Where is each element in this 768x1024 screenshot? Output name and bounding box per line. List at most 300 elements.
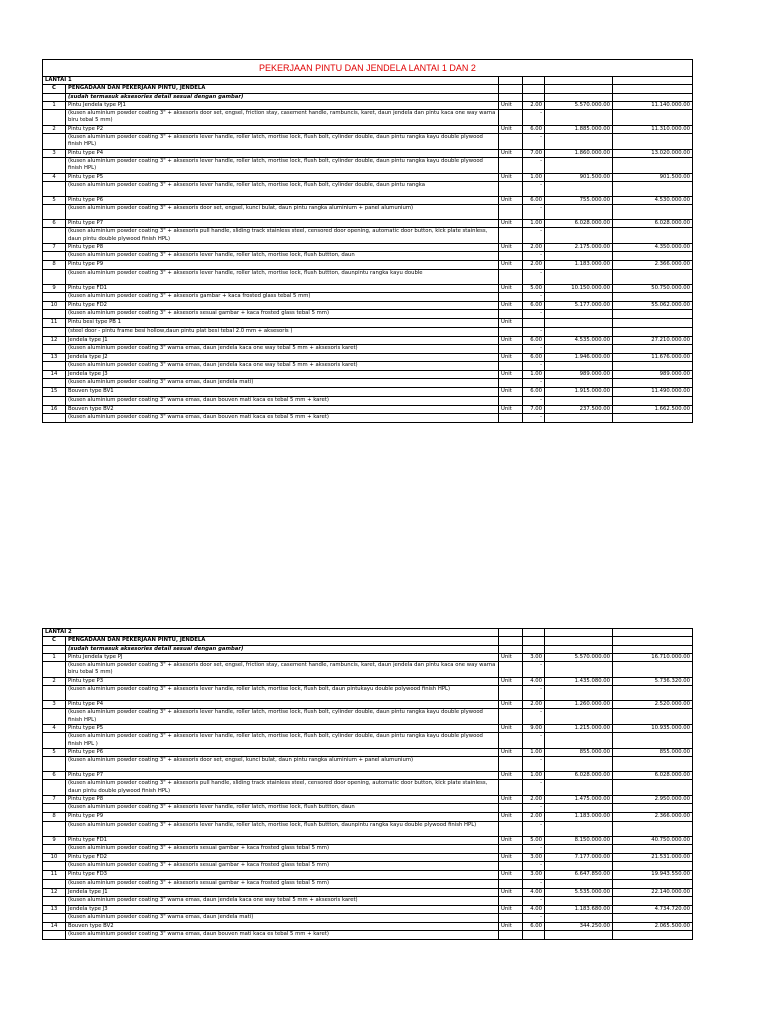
page-title: PEKERJAAN PINTU DAN JENDELA LANTAI 1 DAN 2: [43, 60, 693, 77]
item-name: Bouven type BV1: [66, 388, 499, 396]
item-spec-row: [43, 292, 693, 301]
section-note-row: [43, 93, 693, 101]
item-unit: Unit: [499, 353, 523, 361]
empty-cell: [613, 379, 693, 388]
empty-cell: [613, 645, 693, 653]
item-spec-row: [43, 157, 693, 173]
empty-cell: [43, 804, 66, 813]
item-unit-price: 1.860.000.00: [545, 149, 613, 157]
empty-cell: [43, 396, 66, 405]
empty-cell: [613, 252, 693, 261]
item-name: Bouven type BV2: [66, 923, 499, 931]
item-unit-price: 10.150.000.00: [545, 284, 613, 292]
item-number: 6: [43, 772, 66, 780]
item-name: Pintu type P5: [66, 724, 499, 732]
item-specification: (kusen aluminium powder coating 3" warna emas, daun jendela kaca one way tebal 5 mm + aksesoris karet): [66, 896, 499, 905]
item-total: 2.366.000.00: [613, 261, 693, 269]
item-unit: Unit: [499, 724, 523, 732]
section-row: [43, 85, 693, 93]
empty-cell: [613, 327, 693, 336]
item-row: [43, 923, 693, 931]
empty-cell: [43, 862, 66, 871]
item-quantity: 1.00: [523, 772, 545, 780]
item-name: Pintu type FD3: [66, 871, 499, 879]
item-specification: (kusen aluminium powder coating 3" + aksesoris lever handle, roller latch, mortise lock, flush buttton, daun: [66, 252, 499, 261]
item-total: 2.065.500.00: [613, 923, 693, 931]
item-total: 21.531.000.00: [613, 853, 693, 861]
empty-cell: [613, 414, 693, 423]
empty-cell: [43, 844, 66, 853]
empty-cell: [43, 686, 66, 701]
item-unit-price: 8.150.000.00: [545, 836, 613, 844]
empty-cell: [43, 709, 66, 725]
item-specification: (kusen aluminium powder coating 3" + aksesoris sesuai gambar + kaca frosted glass tebal 5 mm): [66, 879, 499, 888]
empty-cell: [613, 757, 693, 772]
item-name: Jendela type J3: [66, 905, 499, 913]
empty-cell: [499, 844, 523, 853]
item-quantity: 2.00: [523, 813, 545, 821]
item-row: [43, 813, 693, 821]
empty-cell: [545, 310, 613, 319]
item-specification: (kusen aluminium powder coating 3" warna emas, daun jendela mati): [66, 914, 499, 923]
item-dash: -: [523, 396, 545, 405]
item-number: 2: [43, 125, 66, 133]
empty-cell: [523, 93, 545, 101]
item-row: [43, 653, 693, 661]
item-dash: -: [523, 181, 545, 196]
empty-cell: [499, 269, 523, 284]
item-quantity: 4.00: [523, 677, 545, 685]
section-code: C: [43, 85, 66, 93]
item-dash: -: [523, 269, 545, 284]
empty-cell: [613, 804, 693, 813]
sheet-lantai-1: [42, 59, 692, 423]
item-quantity: 2.00: [523, 101, 545, 109]
item-number: 13: [43, 905, 66, 913]
item-specification: (kusen aluminium powder coating 3" + aksesoris sesuai gambar + kaca frosted glass tebal 5 mm): [66, 310, 499, 319]
item-row: [43, 196, 693, 204]
item-number: 5: [43, 748, 66, 756]
item-spec-row: [43, 879, 693, 888]
item-specification: (kusen aluminium powder coating 3" warna emas, daun bouven mati kaca es tebal 5 mm + karet): [66, 414, 499, 423]
item-total: 4.530.000.00: [613, 196, 693, 204]
empty-cell: [523, 77, 545, 85]
item-number: 11: [43, 319, 66, 327]
empty-cell: [499, 362, 523, 371]
empty-cell: [43, 879, 66, 888]
item-quantity: 5.00: [523, 836, 545, 844]
item-number: 8: [43, 813, 66, 821]
item-dash: -: [523, 327, 545, 336]
item-specification: (kusen aluminium powder coating 3" + aksesoris lever handle, roller latch, mortise lock, flush buttton, daunpintu rangka kayu double: [66, 269, 499, 284]
empty-cell: [43, 931, 66, 940]
item-unit: Unit: [499, 853, 523, 861]
empty-cell: [43, 414, 66, 423]
empty-cell: [43, 93, 66, 101]
empty-cell: [545, 757, 613, 772]
empty-cell: [613, 269, 693, 284]
item-spec-row: [43, 327, 693, 336]
item-specification: (kusen aluminium powder coating 3" + aksesoris door set, engsel, kunci bulat, daun pintu rangka aluminium + panel alumunium): [66, 757, 499, 772]
item-number: 10: [43, 853, 66, 861]
empty-cell: [613, 310, 693, 319]
item-unit: Unit: [499, 220, 523, 228]
empty-cell: [545, 292, 613, 301]
empty-cell: [613, 686, 693, 701]
item-specification: (kusen aluminium powder coating 3" warna emas, daun bouven mati kaca es tebal 5 mm + karet): [66, 396, 499, 405]
empty-cell: [613, 93, 693, 101]
item-number: 3: [43, 701, 66, 709]
item-dash: -: [523, 344, 545, 353]
empty-cell: [499, 733, 523, 749]
item-unit-price: 1.215.000.00: [545, 724, 613, 732]
item-unit-price: 6.028.000.00: [545, 220, 613, 228]
item-unit: Unit: [499, 149, 523, 157]
empty-cell: [545, 134, 613, 150]
item-spec-row: [43, 709, 693, 725]
item-total: 11.140.000.00: [613, 101, 693, 109]
section-title: PENGADAAN DAN PEKERJAAN PINTU, JENDELA: [66, 85, 499, 93]
empty-cell: [545, 804, 613, 813]
item-number: 1: [43, 653, 66, 661]
item-spec-row: [43, 862, 693, 871]
empty-cell: [499, 310, 523, 319]
item-specification: (kusen aluminium powder coating 3" warna emas, daun jendela mati): [66, 379, 499, 388]
item-quantity: 6.00: [523, 301, 545, 309]
empty-cell: [613, 733, 693, 749]
empty-cell: [499, 228, 523, 244]
item-unit-price: 855.000.00: [545, 748, 613, 756]
item-row: [43, 220, 693, 228]
empty-cell: [43, 327, 66, 336]
item-spec-row: [43, 896, 693, 905]
empty-cell: [613, 157, 693, 173]
item-unit: Unit: [499, 813, 523, 821]
empty-cell: [499, 414, 523, 423]
empty-cell: [613, 896, 693, 905]
item-total: 50.750.000.00: [613, 284, 693, 292]
item-number: 12: [43, 336, 66, 344]
item-name: Jendela type J1: [66, 888, 499, 896]
empty-cell: [545, 77, 613, 85]
floor-header-row: [43, 629, 693, 637]
item-spec-row: [43, 181, 693, 196]
item-quantity: [523, 319, 545, 327]
item-name: Pintu type P8: [66, 796, 499, 804]
item-quantity: 7.00: [523, 405, 545, 413]
empty-cell: [499, 821, 523, 836]
item-row: [43, 173, 693, 181]
empty-cell: [43, 780, 66, 796]
item-name: Pintu type P4: [66, 149, 499, 157]
item-spec-row: [43, 414, 693, 423]
item-row: [43, 905, 693, 913]
item-name: Pintu Jendela type PJ1: [66, 101, 499, 109]
item-number: 9: [43, 836, 66, 844]
item-dash: -: [523, 134, 545, 150]
empty-cell: [499, 637, 523, 645]
item-specification: (kusen aluminium powder coating 3" + aksesoris sesuai gambar + kaca frosted glass tebal 5 mm): [66, 862, 499, 871]
item-total: 13.020.000.00: [613, 149, 693, 157]
item-unit: Unit: [499, 371, 523, 379]
empty-cell: [613, 134, 693, 150]
item-spec-row: [43, 379, 693, 388]
item-total: 11.310.000.00: [613, 125, 693, 133]
item-spec-row: [43, 228, 693, 244]
item-row: [43, 772, 693, 780]
item-unit-price: 1.885.000.00: [545, 125, 613, 133]
item-number: 16: [43, 405, 66, 413]
section-note-row: [43, 645, 693, 653]
item-spec-row: [43, 396, 693, 405]
item-quantity: 2.00: [523, 261, 545, 269]
item-total: 989.000.00: [613, 371, 693, 379]
boq-table-lantai-1: [42, 59, 693, 423]
item-row: [43, 724, 693, 732]
item-row: [43, 244, 693, 252]
item-dash: -: [523, 292, 545, 301]
item-total: 22.140.000.00: [613, 888, 693, 896]
empty-cell: [43, 662, 66, 678]
item-total: 4.734.720.00: [613, 905, 693, 913]
empty-cell: [499, 205, 523, 220]
item-unit-price: [545, 319, 613, 327]
empty-cell: [545, 362, 613, 371]
floor-label: LANTAI 1: [43, 77, 499, 85]
item-total: 2.950.000.00: [613, 796, 693, 804]
item-unit-price: 1.183.680.00: [545, 905, 613, 913]
item-specification: (kusen aluminium powder coating 3" + aksesoris door set, engsel, friction stay, casement handle, rambuncis, karet, daun jendela dan pintu kaca one way warna biru tebal 5 mm): [66, 662, 499, 678]
item-specification: (kusen aluminium powder coating 3" + aksesoris door set, engsel, kunci bulat, daun pintu rangka aluminium + panel alumunium): [66, 205, 499, 220]
empty-cell: [499, 93, 523, 101]
item-unit: Unit: [499, 261, 523, 269]
empty-cell: [499, 181, 523, 196]
empty-cell: [613, 629, 693, 637]
item-total: 2.366.000.00: [613, 813, 693, 821]
item-unit: Unit: [499, 796, 523, 804]
empty-cell: [43, 821, 66, 836]
item-name: Pintu type P3: [66, 677, 499, 685]
item-number: 4: [43, 724, 66, 732]
empty-cell: [499, 344, 523, 353]
empty-cell: [545, 733, 613, 749]
item-quantity: 3.00: [523, 653, 545, 661]
item-spec-row: [43, 252, 693, 261]
item-spec-row: [43, 362, 693, 371]
item-dash: -: [523, 733, 545, 749]
item-specification: (kusen aluminium powder coating 3" + aksesoris lever handle, roller latch, mortise lock, flush bolt, cylinder double, daun pintu rangka: [66, 181, 499, 196]
item-unit: Unit: [499, 301, 523, 309]
item-name: Pintu type P7: [66, 220, 499, 228]
item-dash: -: [523, 821, 545, 836]
item-name: Pintu type P9: [66, 261, 499, 269]
empty-cell: [613, 844, 693, 853]
item-specification: (kusen aluminium powder coating 3" + aksesoris gambar + kaca frosted glass tebal 5 mm): [66, 292, 499, 301]
item-name: Pintu type FD1: [66, 284, 499, 292]
item-specification: (kusen aluminium powder coating 3" + aksesoris sesuai gambar + kaca frosted glass tebal 5 mm): [66, 844, 499, 853]
empty-cell: [545, 780, 613, 796]
empty-cell: [545, 157, 613, 173]
empty-cell: [545, 709, 613, 725]
item-unit-price: 901.500.00: [545, 173, 613, 181]
empty-cell: [43, 733, 66, 749]
item-unit: Unit: [499, 284, 523, 292]
item-spec-row: [43, 310, 693, 319]
item-unit: Unit: [499, 125, 523, 133]
item-dash: -: [523, 780, 545, 796]
item-dash: -: [523, 157, 545, 173]
empty-cell: [545, 414, 613, 423]
empty-cell: [613, 292, 693, 301]
item-row: [43, 353, 693, 361]
item-unit-price: 5.177.000.00: [545, 301, 613, 309]
empty-cell: [499, 252, 523, 261]
item-row: [43, 888, 693, 896]
item-row: [43, 796, 693, 804]
item-spec-row: [43, 205, 693, 220]
empty-cell: [545, 228, 613, 244]
empty-cell: [43, 134, 66, 150]
empty-cell: [523, 629, 545, 637]
item-unit-price: 5.535.000.00: [545, 888, 613, 896]
item-name: Pintu type P9: [66, 813, 499, 821]
item-unit-price: 7.177.000.00: [545, 853, 613, 861]
item-quantity: 3.00: [523, 853, 545, 861]
item-total: 901.500.00: [613, 173, 693, 181]
item-dash: [523, 931, 545, 940]
item-dash: -: [523, 862, 545, 871]
item-spec-row: [43, 844, 693, 853]
empty-cell: [545, 931, 613, 940]
empty-cell: [545, 914, 613, 923]
empty-cell: [613, 821, 693, 836]
empty-cell: [613, 780, 693, 796]
item-unit-price: 237.500.00: [545, 405, 613, 413]
item-name: Pintu type P7: [66, 772, 499, 780]
section-title: PENGADAAN DAN PEKERJAAN PINTU, JENDELA: [66, 637, 499, 645]
empty-cell: [613, 228, 693, 244]
empty-cell: [545, 862, 613, 871]
item-specification: (kusen aluminium powder coating 3" + aksesoris pull handle, sliding track stainless steel, censored door opening, automatic door button, kick plate stainless, daun pintu double plywood finish HPL): [66, 228, 499, 244]
item-specification: (kusen aluminium powder coating 3" + aksesoris lever handle, roller latch, mortise lock, flush bolt, cylinder double, daun pintu rangka kayu double plywood finish HPL ): [66, 733, 499, 749]
item-unit-price: 1.260.000.00: [545, 701, 613, 709]
sheet-lantai-2: [42, 628, 692, 940]
item-name: Jendela type J1: [66, 336, 499, 344]
item-total: 6.028.000.00: [613, 772, 693, 780]
section-code: C: [43, 637, 66, 645]
empty-cell: [613, 862, 693, 871]
item-unit-price: 755.000.00: [545, 196, 613, 204]
empty-cell: [613, 396, 693, 405]
item-spec-row: [43, 134, 693, 150]
item-unit: Unit: [499, 388, 523, 396]
item-name: Pintu type FD2: [66, 301, 499, 309]
empty-cell: [43, 914, 66, 923]
empty-cell: [545, 93, 613, 101]
item-row: [43, 677, 693, 685]
item-specification: (kusen aluminium powder coating 3" + aksesoris lever handle, roller latch, mortise lock, flush bolt, daun pintukayu double polywood finish HPL): [66, 686, 499, 701]
item-name: Pintu type FD1: [66, 836, 499, 844]
item-number: 7: [43, 244, 66, 252]
empty-cell: [545, 344, 613, 353]
item-dash: -: [523, 914, 545, 923]
empty-cell: [499, 629, 523, 637]
item-dash: -: [523, 662, 545, 678]
empty-cell: [613, 362, 693, 371]
empty-cell: [499, 77, 523, 85]
empty-cell: [545, 637, 613, 645]
empty-cell: [43, 310, 66, 319]
item-spec-row: [43, 757, 693, 772]
empty-cell: [499, 327, 523, 336]
item-unit: Unit: [499, 923, 523, 931]
item-quantity: 2.00: [523, 796, 545, 804]
item-unit-price: 5.570.000.00: [545, 101, 613, 109]
item-dash: -: [523, 228, 545, 244]
empty-cell: [499, 757, 523, 772]
item-dash: -: [523, 414, 545, 423]
boq-table-lantai-2: [42, 628, 693, 940]
item-unit-price: 5.570.000.00: [545, 653, 613, 661]
item-dash: -: [523, 110, 545, 126]
empty-cell: [43, 896, 66, 905]
item-unit-price: 1.183.000.00: [545, 261, 613, 269]
item-dash: -: [523, 252, 545, 261]
item-spec-row: [43, 110, 693, 126]
item-number: 8: [43, 261, 66, 269]
item-specification: (kusen aluminium powder coating 3" + aksesoris lever handle, roller latch, mortise lock, flush buttton, daunpintu rangka kayu double plywood finish HPL): [66, 821, 499, 836]
empty-cell: [499, 686, 523, 701]
item-row: [43, 871, 693, 879]
item-dash: -: [523, 757, 545, 772]
item-row: [43, 101, 693, 109]
item-unit-price: 6.028.000.00: [545, 772, 613, 780]
item-unit: Unit: [499, 836, 523, 844]
item-quantity: 1.00: [523, 173, 545, 181]
floor-header-row: [43, 77, 693, 85]
item-quantity: 1.00: [523, 748, 545, 756]
item-row: [43, 701, 693, 709]
item-number: 3: [43, 149, 66, 157]
section-note: (sudah termasuk aksesories detail sesuai dengan gambar): [66, 93, 499, 101]
item-total: 19.943.550.00: [613, 871, 693, 879]
empty-cell: [613, 205, 693, 220]
item-total: 11.490.000.00: [613, 388, 693, 396]
item-total: 16.710.000.00: [613, 653, 693, 661]
empty-cell: [545, 252, 613, 261]
item-quantity: 4.00: [523, 905, 545, 913]
item-dash: -: [523, 379, 545, 388]
empty-cell: [613, 77, 693, 85]
item-total: 40.750.000.00: [613, 836, 693, 844]
empty-cell: [613, 344, 693, 353]
empty-cell: [545, 896, 613, 905]
item-name: Pintu Jendela type PJ: [66, 653, 499, 661]
item-number: 6: [43, 220, 66, 228]
item-row: [43, 836, 693, 844]
item-row: [43, 125, 693, 133]
empty-cell: [499, 396, 523, 405]
empty-cell: [499, 709, 523, 725]
empty-cell: [613, 931, 693, 940]
item-specification: (kusen aluminium powder coating 3" warna emas, daun bouven mati kaca es tebal 5 mm + karet): [66, 931, 499, 940]
empty-cell: [613, 85, 693, 93]
item-quantity: 6.00: [523, 196, 545, 204]
item-number: 14: [43, 371, 66, 379]
item-specification: (kusen aluminium powder coating 3" + aksesoris lever handle, roller latch, mortise lock, flush bolt, cylinder double, daun pintu rangka kayu double plywood finish HPL): [66, 709, 499, 725]
item-unit: Unit: [499, 888, 523, 896]
item-unit: Unit: [499, 701, 523, 709]
